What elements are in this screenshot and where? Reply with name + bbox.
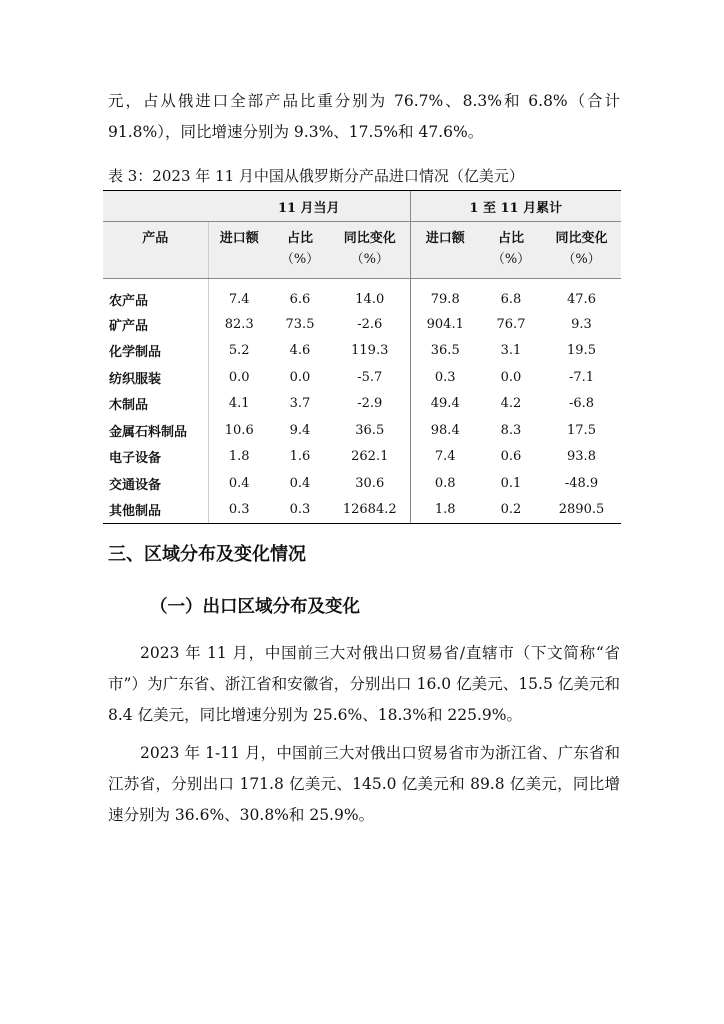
table-row — [103, 497, 621, 524]
section-heading: 三、区域分布及变化情况 — [108, 544, 306, 565]
month-import-cell: 0.4 — [228, 475, 250, 491]
header-m-import-label: 进口额 — [219, 231, 259, 246]
header-c-yoy-unit: （%） — [562, 252, 601, 267]
month-share-cell: 4.6 — [289, 343, 311, 359]
header-c-yoy — [542, 222, 621, 279]
header-m-share — [270, 222, 330, 279]
cum-import-cell: 79.8 — [410, 279, 480, 312]
month-import-cell: 5.2 — [228, 343, 250, 359]
month-share-cell: 3.7 — [289, 396, 311, 412]
row-name: 矿产品 — [103, 311, 208, 338]
cum-share-cell: 8.3 — [500, 422, 522, 438]
header-m-yoy — [330, 222, 410, 279]
table-column-header-row — [103, 222, 621, 279]
header-month: 11 月当月 — [208, 191, 410, 222]
cum-share-cell: 0.6 — [500, 449, 522, 465]
header-m-yoy-label: 同比变化 — [343, 231, 396, 246]
table-row — [103, 311, 621, 338]
header-c-share — [480, 222, 542, 279]
cum-share-cell: 0.2 — [480, 497, 542, 524]
row-name: 电子设备 — [103, 444, 208, 471]
table-group-header-row — [103, 191, 621, 222]
header-c-share-unit: （%） — [491, 252, 531, 267]
month-import-cell: 0.3 — [208, 497, 270, 524]
cum-import-cell: 904.1 — [410, 311, 480, 338]
cum-share-cell: 0.0 — [500, 369, 522, 385]
month-share-cell: 0.3 — [270, 497, 330, 524]
cum-yoy-cell: 17.5 — [567, 422, 596, 438]
cum-yoy-cell: 47.6 — [567, 291, 596, 307]
cum-import-cell: 36.5 — [410, 338, 480, 365]
month-yoy-cell: 262.1 — [351, 449, 389, 465]
table-row — [103, 391, 621, 418]
row-name: 纺织服装 — [103, 364, 208, 391]
cum-share-cell: 3.1 — [500, 343, 522, 359]
header-m-share-unit: （%） — [280, 252, 320, 267]
table-row — [103, 444, 621, 471]
row-name: 金属石料制品 — [103, 417, 208, 444]
row-name: 化学制品 — [103, 338, 208, 365]
month-yoy-cell: 119.3 — [351, 343, 389, 359]
cum-yoy-cell: -48.9 — [564, 475, 599, 491]
cum-import-cell: 7.4 — [410, 444, 480, 471]
product-import-table — [103, 190, 621, 524]
table-row — [103, 470, 621, 497]
cum-import-cell: 0.3 — [410, 364, 480, 391]
table-row — [103, 417, 621, 444]
cum-share-cell: 6.8 — [500, 291, 522, 307]
cum-yoy-cell: -6.8 — [568, 396, 595, 412]
month-yoy-cell: -2.6 — [357, 316, 383, 332]
row-name: 农产品 — [103, 279, 208, 312]
month-import-cell: 4.1 — [228, 396, 250, 412]
month-import-cell: 10.6 — [224, 422, 254, 438]
month-yoy-cell: 30.6 — [355, 475, 385, 491]
month-share-cell: 0.0 — [289, 369, 311, 385]
cum-share-cell: 4.2 — [500, 396, 522, 412]
month-share-cell: 0.4 — [289, 475, 311, 491]
cum-yoy-cell: 93.8 — [567, 449, 596, 465]
body-paragraph-1: 2023 年 11 月，中国前三大对俄出口贸易省/直辖市（下文简称“省市”）为广东省、浙江省和安徽省，分别出口 16.0 亿美元、15.5 亿美元和 8.4 亿美元，同比增速分别为 25.6%、18.3%和 225.9%。 — [108, 644, 620, 724]
month-yoy-cell: 36.5 — [355, 422, 385, 438]
row-name: 木制品 — [103, 391, 208, 418]
header-m-share-label: 占比 — [286, 231, 313, 246]
header-c-import-label: 进口额 — [425, 231, 465, 246]
table-row — [103, 364, 621, 391]
month-import-cell: 82.3 — [224, 316, 254, 332]
section-subheading: （一）出口区域分布及变化 — [150, 597, 360, 617]
header-m-import — [208, 222, 270, 279]
table-row — [103, 338, 621, 365]
cum-share-cell: 0.1 — [500, 475, 522, 491]
cum-import-cell: 98.4 — [410, 417, 480, 444]
header-cumulative: 1 至 11 月累计 — [410, 191, 621, 222]
header-blank — [103, 191, 208, 222]
cum-yoy-cell: 9.3 — [571, 316, 592, 332]
month-share-cell: 1.6 — [289, 449, 311, 465]
header-c-yoy-label: 同比变化 — [555, 231, 608, 246]
month-yoy-cell: -5.7 — [357, 369, 383, 385]
row-name: 交通设备 — [103, 470, 208, 497]
month-yoy-cell: 12684.2 — [330, 497, 410, 524]
month-import-cell: 7.4 — [228, 291, 250, 307]
cum-import-cell: 49.4 — [410, 391, 480, 418]
cum-share-cell: 76.7 — [496, 316, 526, 332]
header-c-share-label: 占比 — [497, 231, 524, 246]
cum-import-cell: 1.8 — [410, 497, 480, 524]
table-row — [103, 279, 621, 312]
cum-yoy-cell: -7.1 — [568, 369, 595, 385]
cum-yoy-cell: 2890.5 — [542, 497, 621, 524]
header-product: 产品 — [103, 222, 208, 279]
table-caption: 表 3：2023 年 11 月中国从俄罗斯分产品进口情况（亿美元） — [108, 167, 524, 185]
body-paragraph-2: 2023 年 1-11 月，中国前三大对俄出口贸易省市为浙江省、广东省和江苏省，分别出口 171.8 亿美元、145.0 亿美元和 89.8 亿美元，同比增速分别为 36.6%、30.8%和 25.9%。 — [108, 744, 620, 824]
month-import-cell: 1.8 — [228, 449, 250, 465]
row-name: 其他制品 — [103, 497, 208, 524]
cum-yoy-cell: 19.5 — [567, 343, 596, 359]
header-c-import — [410, 222, 480, 279]
month-import-cell: 0.0 — [228, 369, 250, 385]
month-yoy-cell: -2.9 — [357, 396, 383, 412]
intro-paragraph: 元，占从俄进口全部产品比重分别为 76.7%、8.3%和 6.8%（合计 91.8%），同比增速分别为 9.3%、17.5%和 47.6%。 — [108, 92, 620, 141]
header-m-yoy-unit: （%） — [350, 252, 389, 267]
month-share-cell: 6.6 — [289, 291, 311, 307]
month-share-cell: 73.5 — [285, 316, 315, 332]
cum-import-cell: 0.8 — [410, 470, 480, 497]
month-share-cell: 9.4 — [289, 422, 311, 438]
month-yoy-cell: 14.0 — [355, 291, 385, 307]
